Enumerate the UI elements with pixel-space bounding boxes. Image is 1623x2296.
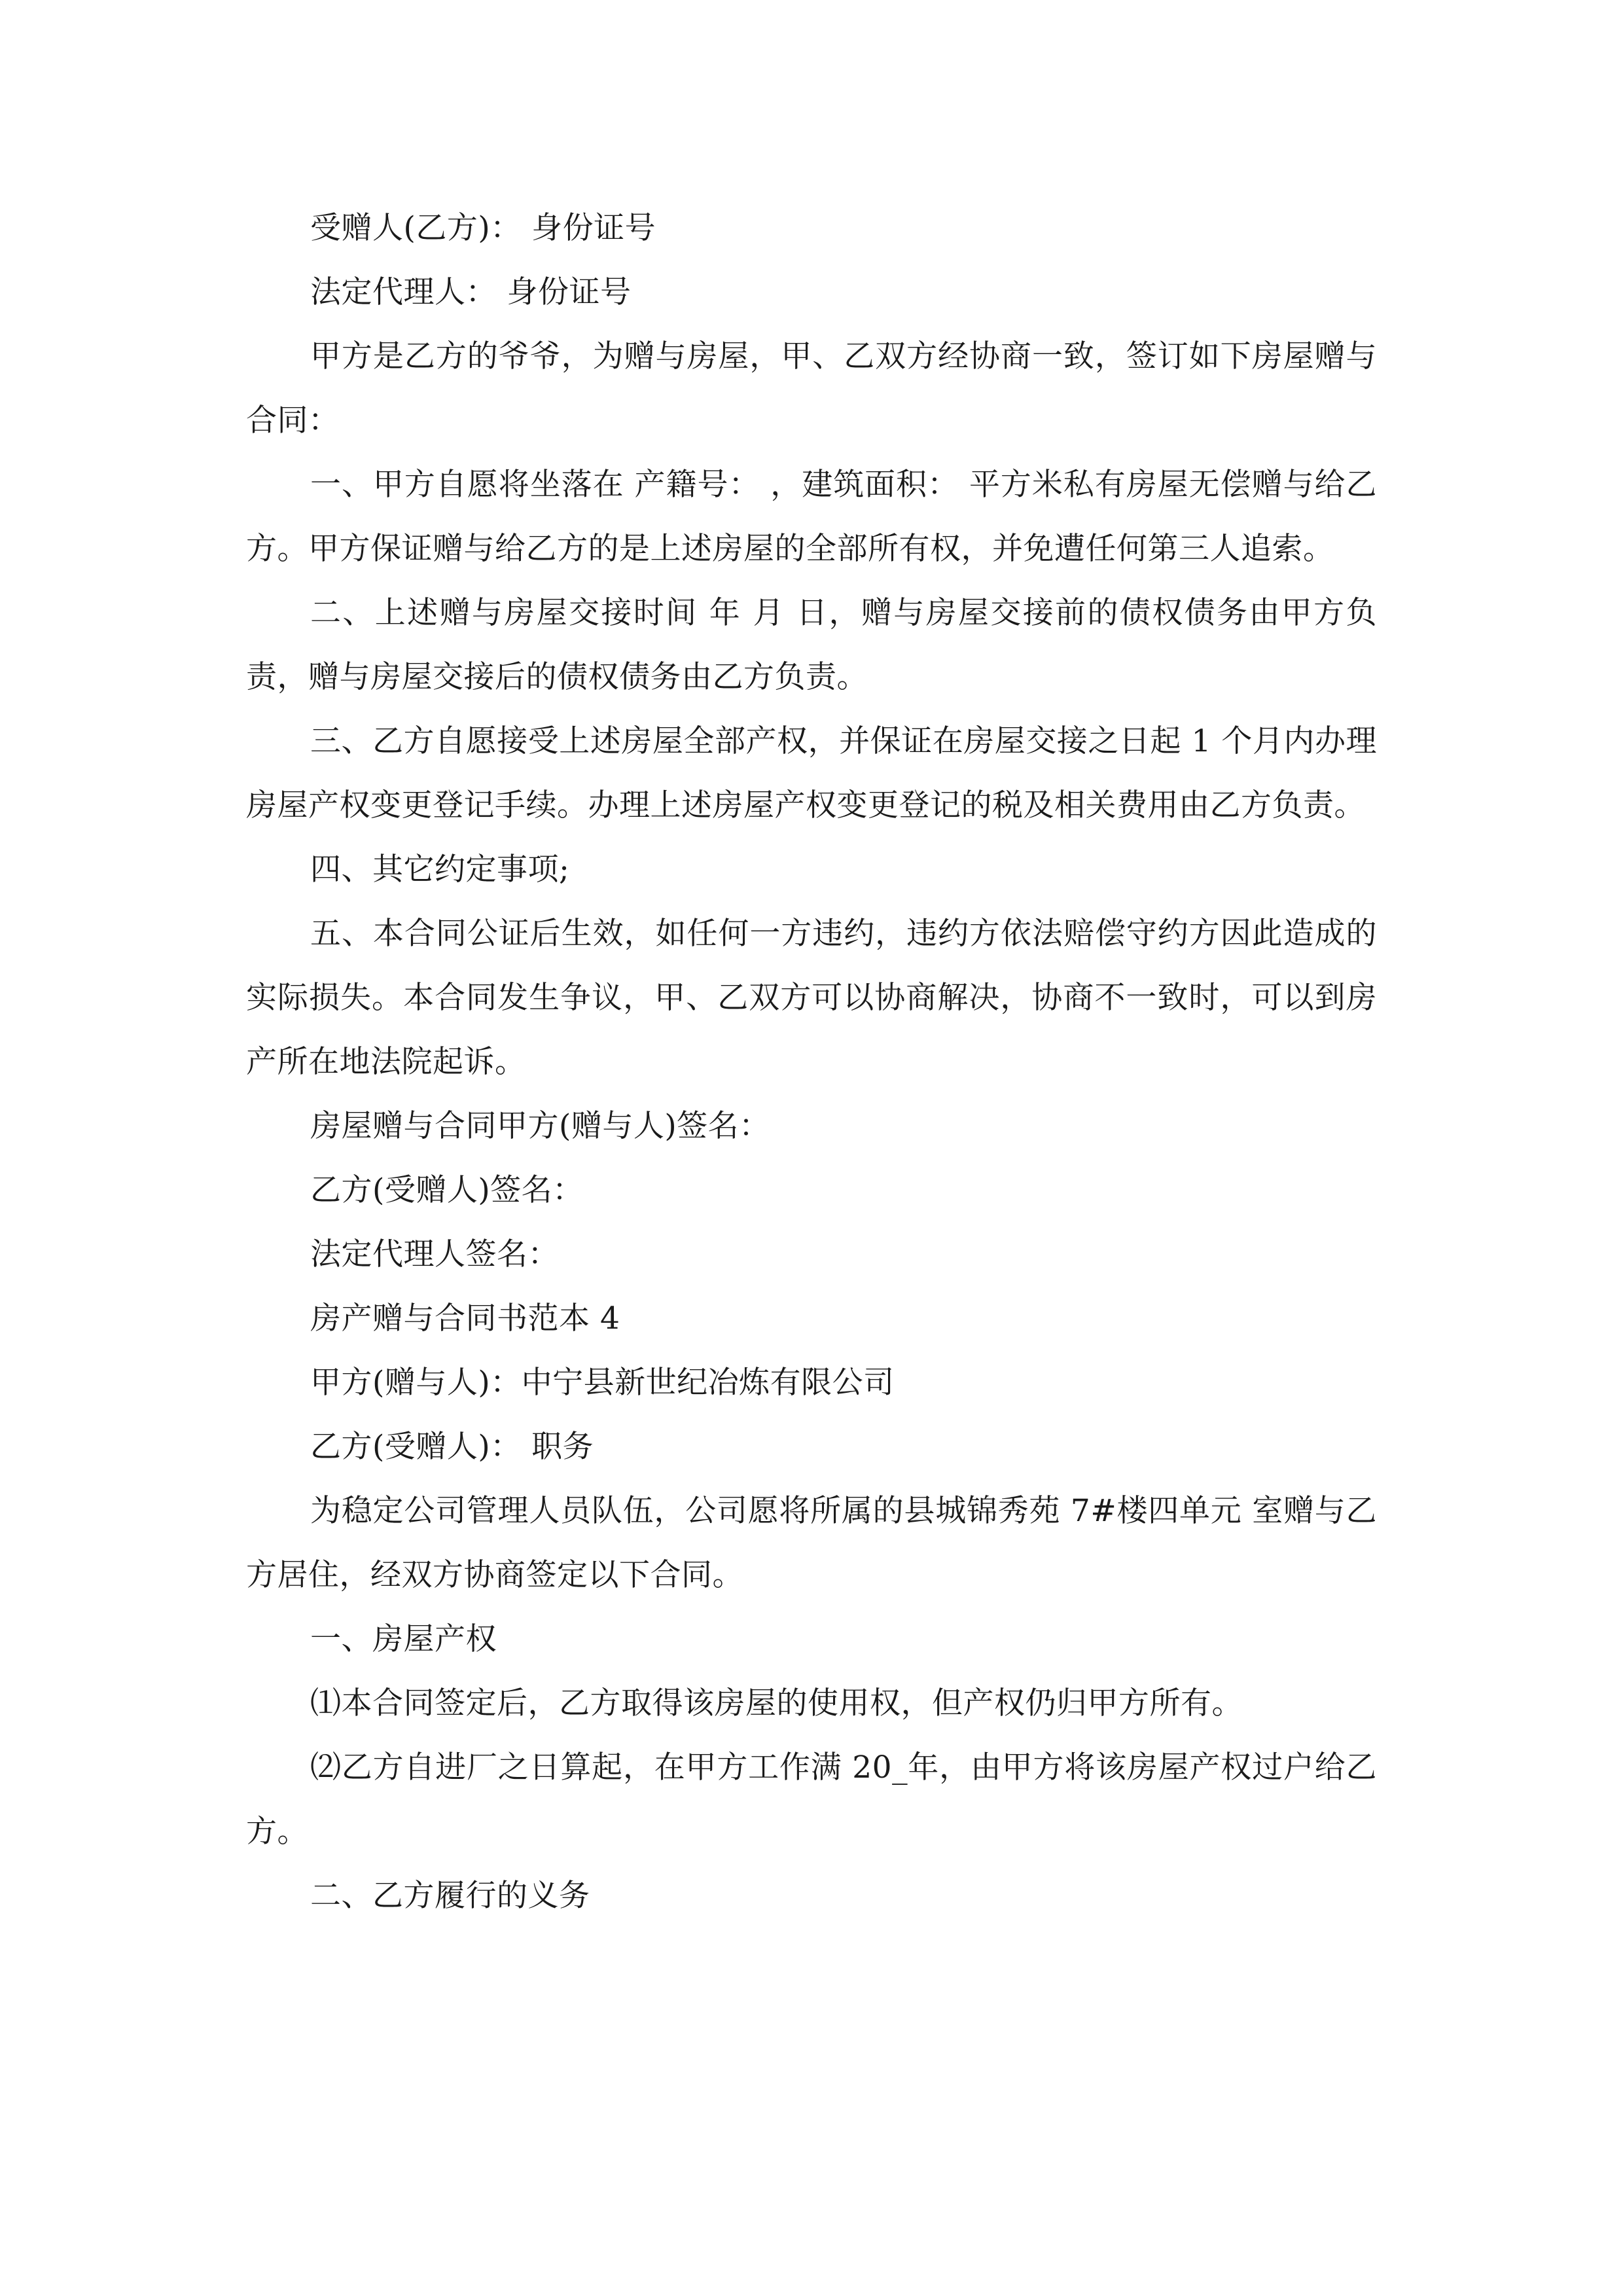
paragraph-item-1: ⑴本合同签定后，乙方取得该房屋的使用权，但产权仍归甲方所有。 bbox=[310, 1685, 1243, 1721]
paragraph-item-2: ⑵乙方自进厂之日算起，在甲方工作满 20_年，由甲方将该房屋产权过户给乙方。 bbox=[246, 1749, 1377, 1850]
paragraph-clause-3: 三、乙方自愿接受上述房屋全部产权，并保证在房屋交接之日起 1 个月内办理房屋产权变更登记手续。办理上述房屋产权变更登记的税及相关费用由乙方负责。 bbox=[246, 723, 1377, 823]
signature-legal-agent: 法定代理人签名： bbox=[310, 1236, 559, 1272]
paragraph-party-b: 乙方(受赠人)： 职务 bbox=[310, 1429, 594, 1465]
paragraph-intro: 甲方是乙方的爷爷，为赠与房屋，甲、乙双方经协商一致，签订如下房屋赠与合同： bbox=[246, 338, 1377, 439]
heading-obligations: 二、乙方履行的义务 bbox=[310, 1878, 590, 1914]
paragraph-party-a: 甲方(赠与人)：中宁县新世纪冶炼有限公司 bbox=[310, 1365, 895, 1401]
paragraph-clause-5: 五、本合同公证后生效，如任何一方违约，违约方依法赔偿守约方因此造成的实际损失。本合同发生争议，甲、乙双方可以协商解决，协商不一致时，可以到房产所在地法院起诉。 bbox=[246, 916, 1377, 1080]
heading-property-rights: 一、房屋产权 bbox=[310, 1621, 497, 1657]
signature-donor: 房屋赠与合同甲方(赠与人)签名： bbox=[310, 1108, 770, 1144]
paragraph-purpose: 为稳定公司管理人员队伍，公司愿将所属的县城锦秀苑 7#楼四单元 室赠与乙方居住，经双方协商签定以下合同。 bbox=[246, 1493, 1377, 1593]
paragraph-clause-1: 一、甲方自愿将坐落在 产籍号： ，建筑面积： 平方米私有房屋无偿赠与给乙方。甲方保证赠与给乙方的是上述房屋的全部所有权，并免遭任何第三人追索。 bbox=[246, 467, 1377, 567]
paragraph-clause-2: 二、上述赠与房屋交接时间 年 月 日，赠与房屋交接前的债权债务由甲方负责，赠与房屋交接后的债权债务由乙方负责。 bbox=[246, 595, 1377, 695]
paragraph-legal-agent: 法定代理人： 身份证号 bbox=[310, 274, 632, 310]
document-body bbox=[246, 196, 1377, 1928]
signature-recipient: 乙方(受赠人)签名： bbox=[310, 1172, 584, 1208]
paragraph-clause-4: 四、其它约定事项; bbox=[310, 852, 570, 888]
paragraph-recipient: 受赠人(乙方)： 身份证号 bbox=[310, 210, 656, 246]
section-title: 房产赠与合同书范本 4 bbox=[310, 1300, 620, 1336]
